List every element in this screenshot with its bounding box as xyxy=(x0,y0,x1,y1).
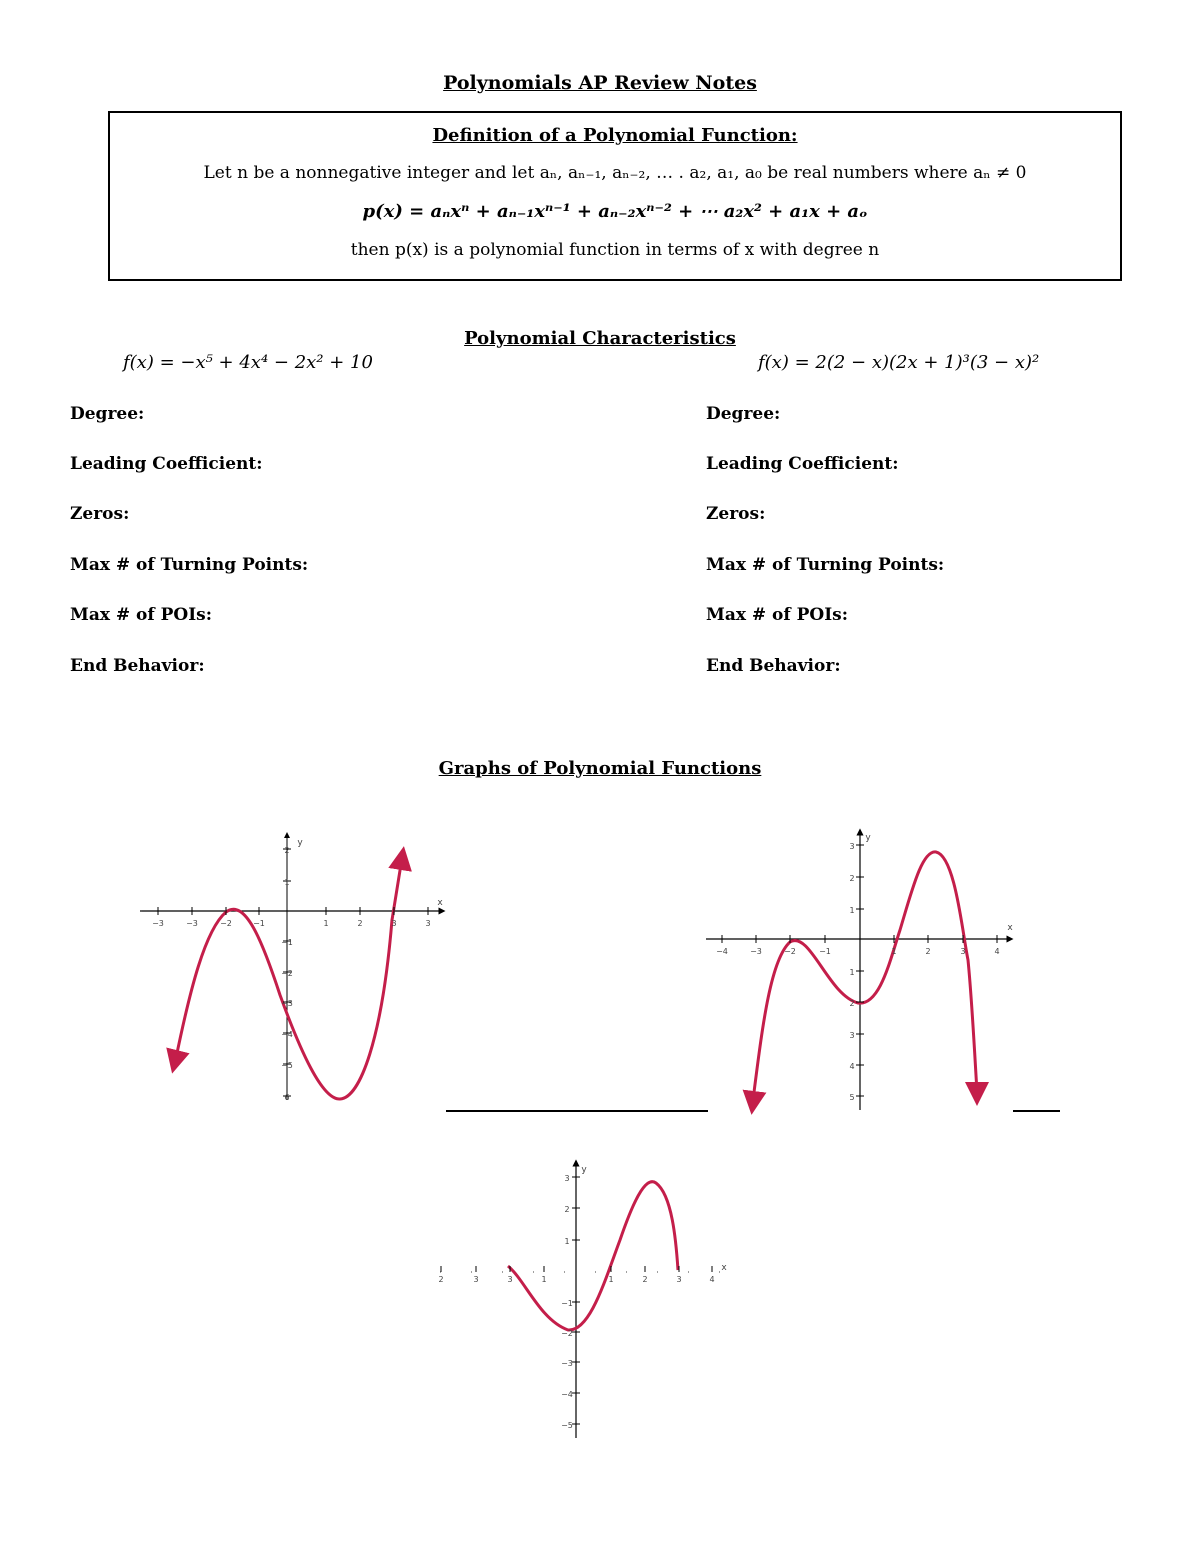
graph-3-x-tick-label: 1 xyxy=(608,1275,614,1284)
graph-2-y-tick-label: 2 xyxy=(849,999,855,1008)
graph-3-y-tick-label: −3 xyxy=(561,1359,573,1368)
graph-3-x-tick-label: 1 xyxy=(541,1275,547,1284)
graph-2-x-tick-label: 1 xyxy=(891,947,897,956)
graph-2-x-tick-label: 2 xyxy=(925,947,931,956)
graph-1-x-label: x xyxy=(437,898,443,908)
right-end-behavior-label: End Behavior: xyxy=(706,656,841,676)
right-degree-label: Degree: xyxy=(706,404,781,424)
definition-line-1: Let n be a nonnegative integer and let aₙ, aₙ₋₁, aₙ₋₂, … . a₂, a₁, a₀ be real numbers where aₙ ≠ 0 xyxy=(203,163,1027,183)
graph-1-x-tick-label: 2 xyxy=(357,919,363,928)
graph-3-curve xyxy=(508,1182,678,1330)
graph-2-y-tick-label: 2 xyxy=(849,874,855,883)
left-function: f(x) = −x⁵ + 4x⁴ − 2x² + 10 xyxy=(123,352,373,373)
graph-3-y-tick-label: −4 xyxy=(561,1390,573,1399)
graph-2-x-tick-label: −2 xyxy=(784,947,796,956)
right-turning-points-label: Max # of Turning Points: xyxy=(706,555,945,575)
left-turning-points-label: Max # of Turning Points: xyxy=(70,555,309,575)
graph-2-y-tick-label: 1 xyxy=(849,906,855,915)
page-title: Polynomials AP Review Notes xyxy=(443,72,757,94)
left-leading-coefficient-label: Leading Coefficient: xyxy=(70,454,263,474)
graph-3-y-tick-label: −5 xyxy=(561,1421,573,1430)
left-zeros-label: Zeros: xyxy=(70,504,130,524)
graph-1-y-tick-label: 2 xyxy=(284,846,290,855)
graph-1-y-tick-label: −1 xyxy=(281,938,293,947)
graph-2-x-tick-label: 4 xyxy=(994,947,1000,956)
graph-2-x-label: x xyxy=(1007,923,1013,933)
graph-3-x-tick-label: 3 xyxy=(473,1275,479,1284)
graph-3-y-tick-label: −2 xyxy=(561,1329,573,1338)
graph-1-y-tick-label: −3 xyxy=(281,999,293,1008)
graph-3-x-tick-label: 4 xyxy=(709,1275,715,1284)
graph-3-x-tick-label: 3 xyxy=(676,1275,682,1284)
graph-2-y-tick-label: 3 xyxy=(849,1031,855,1040)
graph-1-x-tick-label: −3 xyxy=(152,919,164,928)
graph-1-y-tick-label: 6 xyxy=(284,1093,290,1102)
graph-1-x-tick-label: −3 xyxy=(186,919,198,928)
graph-3-y-tick-label: 2 xyxy=(564,1205,570,1214)
graph-1-x-tick-label: −2 xyxy=(220,919,232,928)
graph-1-y-tick-label: −5 xyxy=(281,1061,293,1070)
graph-1-y-tick-label: −4 xyxy=(281,1030,293,1039)
answer-line-1[interactable] xyxy=(446,1110,708,1112)
characteristics-heading: Polynomial Characteristics xyxy=(464,328,736,349)
graph-3-y-tick-label: 3 xyxy=(564,1174,570,1183)
graph-1-y-tick-label: −2 xyxy=(281,969,293,978)
definition-line-3: then p(x) is a polynomial function in terms of x with degree n xyxy=(350,240,880,260)
graph-3-x-label: x xyxy=(721,1263,727,1273)
graph-3-x-tick-label: 3 xyxy=(507,1275,513,1284)
graph-1-x-tick-label: 3 xyxy=(425,919,431,928)
graph-2-y-tick-label: 5 xyxy=(849,1093,855,1102)
answer-line-2[interactable] xyxy=(1013,1110,1060,1112)
graph-1-y-tick-label: 1 xyxy=(284,878,290,887)
right-pois-label: Max # of POIs: xyxy=(706,605,849,625)
left-end-behavior-label: End Behavior: xyxy=(70,656,205,676)
graph-2-y-label: y xyxy=(865,833,871,843)
graph-1-y-label: y xyxy=(297,838,303,848)
graph-2-x-tick-label: 3 xyxy=(960,947,966,956)
right-leading-coefficient-label: Leading Coefficient: xyxy=(706,454,899,474)
graphs-heading: Graphs of Polynomial Functions xyxy=(438,758,762,779)
graph-1-x-tick-label: −1 xyxy=(253,919,265,928)
graph-3-x-tick-label: 2 xyxy=(642,1275,648,1284)
graph-1-x-tick-label: 1 xyxy=(323,919,329,928)
definition-formula: p(x) = aₙxⁿ + aₙ₋₁xⁿ⁻¹ + aₙ₋₂xⁿ⁻² + ⋯ a₂x² + a₁x + aₒ xyxy=(362,201,868,222)
graph-1-x-tick-label: 3 xyxy=(391,919,397,928)
graph-2-curve xyxy=(753,852,977,1100)
graph-3-y-tick-label: −1 xyxy=(561,1299,573,1308)
left-degree-label: Degree: xyxy=(70,404,145,424)
right-zeros-label: Zeros: xyxy=(706,504,766,524)
graph-2-x-tick-label: −4 xyxy=(716,947,728,956)
graph-3-y-label: y xyxy=(581,1165,587,1175)
graph-3-y-tick-label: 1 xyxy=(564,1237,570,1246)
graph-3 xyxy=(440,1163,720,1438)
graph-2-x-tick-label: −1 xyxy=(819,947,831,956)
graph-2-y-tick-label: 3 xyxy=(849,842,855,851)
graph-2-y-tick-label: 1 xyxy=(849,968,855,977)
left-pois-label: Max # of POIs: xyxy=(70,605,213,625)
graph-3-x-tick-label: 2 xyxy=(438,1275,444,1284)
right-function: f(x) = 2(2 − x)(2x + 1)³(3 − x)² xyxy=(758,352,1040,373)
definition-heading: Definition of a Polynomial Function: xyxy=(432,125,798,146)
graph-2-y-tick-label: 4 xyxy=(849,1062,855,1071)
graph-2-x-tick-label: −3 xyxy=(750,947,762,956)
